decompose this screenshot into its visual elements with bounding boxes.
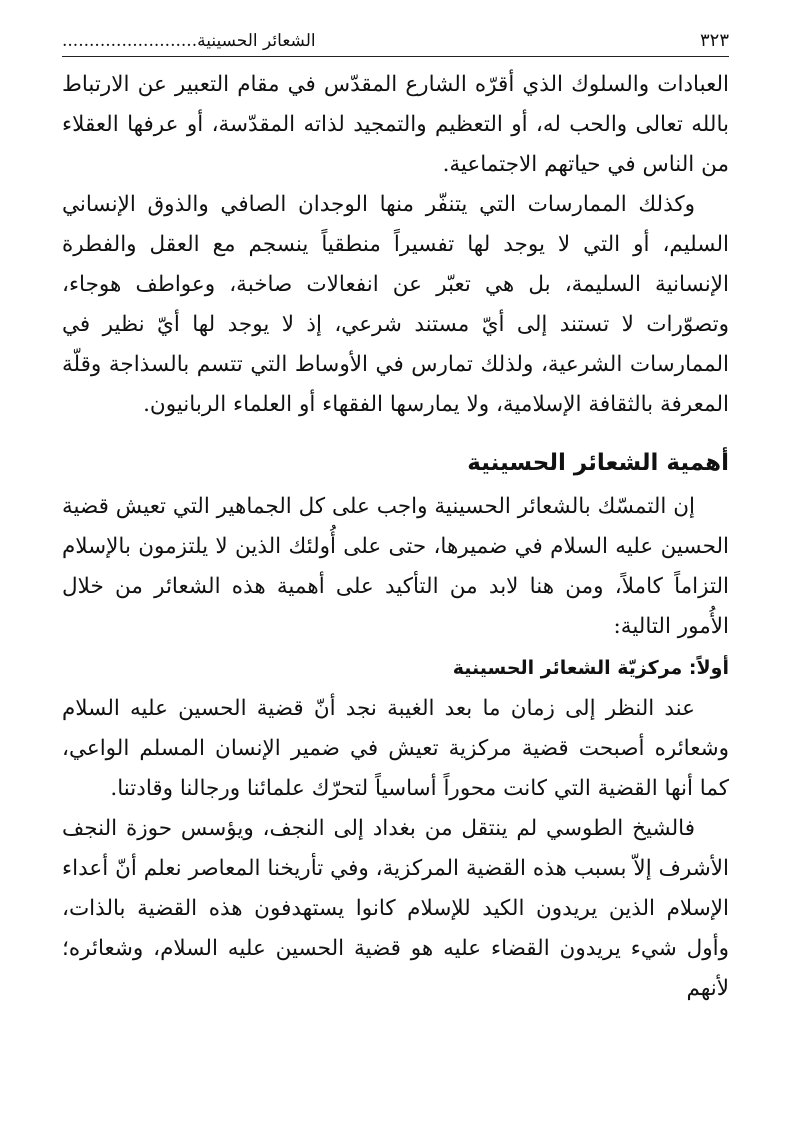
running-header — [62, 28, 729, 57]
paragraph-improper-practices: وكذلك الممارسات التي يتنفّر منها الوجدان الصافي والذوق الإنساني السليم، أو التي لا يوجد لها تفسيراً منطقياً ينسجم مع العقل والفطرة الإنسانية السليمة، بل هي تعبّر عن انفعالات صاخبة، وعواطف هوجاء، وتصوّرات لا تستند إلى أيّ مستند شرعي، إذ لا يوجد لها أيّ نظير في الممارسات الشرعية، ولذلك تمارس في الأوساط التي تتسم بالسذاجة وقلّة المعرفة بالثقافة الإسلامية، ولا يمارسها الفقهاء أو العلماء الربانيون. — [62, 192, 729, 417]
page-number: ٣٢٣ — [699, 30, 729, 51]
subsection-heading: أولاً: مركزيّة الشعائر الحسينية — [452, 657, 729, 679]
book-page — [62, 28, 729, 1009]
paragraph-worship-definition: العبادات والسلوك الذي أقرّه الشارع المقدّس في مقام التعبير عن الارتباط بالله تعالى والحب له، أو التعظيم والتمجيد لذاته المقدّسة، أو عرفها العقلاء من الناس في حياتهم الاجتماعية. — [62, 72, 729, 177]
paragraph-centrality: عند النظر إلى زمان ما بعد الغيبة نجد أنّ قضية الحسين عليه السلام وشعائره أصبحت قضية مركزية تعيش في ضمير الإنسان المسلم الواعي، كما أنها القضية التي كانت محوراً أساسياً لتحرّك علمائنا ورجالنا وقادتنا. — [62, 696, 729, 801]
paragraph-section-intro: إن التمسّك بالشعائر الحسينية واجب على كل الجماهير التي تعيش قضية الحسين عليه السلام في ضميرها، حتى على أُولئك الذين لا يلتزمون بالإسلام التزاماً كاملاً، ومن هنا لابد من التأكيد على أهمية هذه الشعائر من خلال الأُمور التالية: — [62, 494, 730, 639]
chapter-title: الشعائر الحسينية......................... — [62, 31, 316, 51]
body-text — [62, 65, 729, 1009]
section-heading: أهمية الشعائر الحسينية — [467, 450, 729, 476]
paragraph-sheikh-tusi: فالشيخ الطوسي لم ينتقل من بغداد إلى النجف، ويؤسس حوزة النجف الأشرف إلاّ بسبب هذه القضية المركزية، وفي تأريخنا المعاصر نعلم أنّ أعداء الإسلام الذين يريدون الكيد للإسلام كانوا يستهدفون هذه القضية بالذات، وأول شيء يريدون القضاء عليه هو قضية الحسين عليه السلام، وشعائره؛ لأنهم — [62, 816, 729, 1001]
